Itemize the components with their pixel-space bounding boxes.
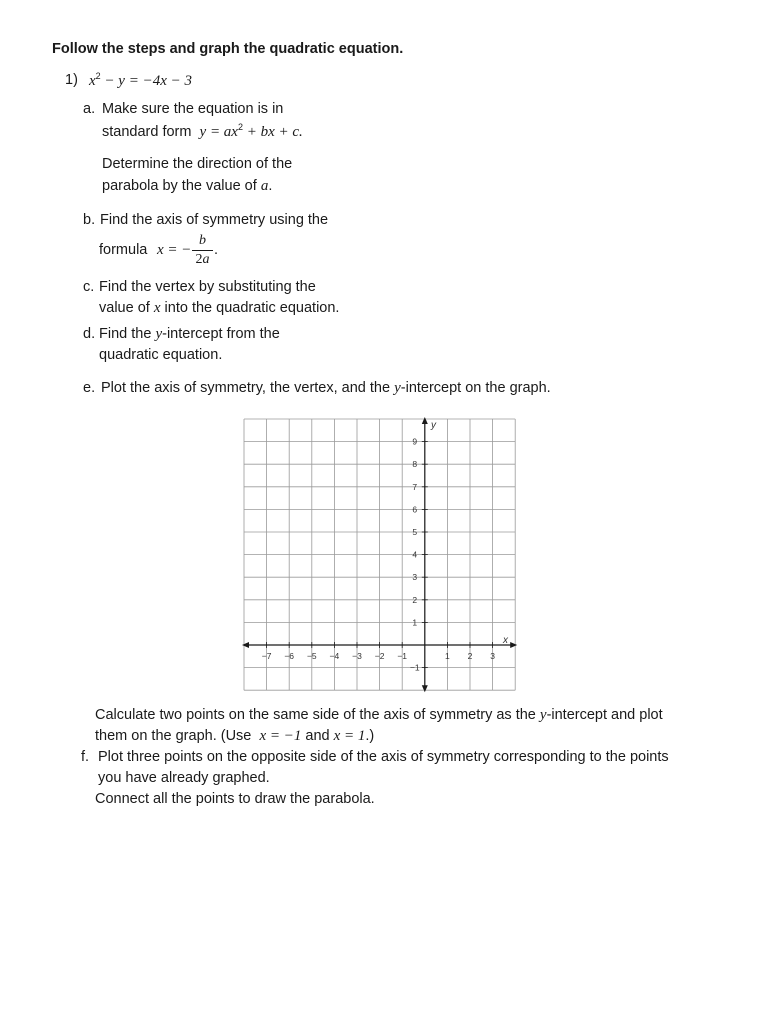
y-tick-label: −1 [409,662,420,673]
fraction-numerator: b [199,233,206,248]
x-tick-label: −4 [329,651,340,661]
step-b-formula-end: . [214,242,219,258]
step-c-line2-pre: value of [99,300,150,316]
step-a-line1: Make sure the equation is in [102,101,284,117]
step-a-marker: a. [83,101,96,117]
y-tick-label: 2 [412,594,418,605]
step-b-marker: b. [83,212,96,228]
step-a-line4-end: . [268,178,273,194]
step-e-after2-pre: them on the graph. (Use [95,728,252,744]
use-x-neg1: x = −1 [259,728,302,744]
step-d-line2: quadratic equation. [99,347,223,363]
step-e-after1-post: -intercept and plot [546,707,663,723]
y-axis-label: y [431,420,436,431]
y-axis-top-arrow [422,417,428,424]
step-f-line2: you have already graphed. [98,770,270,786]
grid-lines [244,419,515,690]
step-e-after1-pre: Calculate two points on the same side of the axis of symmetry as the [95,707,536,723]
eq-rest: − y = −4x − 3 [100,73,192,89]
standard-form-post: + bx + c. [242,124,303,140]
step-f-line1: Plot three points on the opposite side of the axis of symmetry corresponding to the points [98,749,669,765]
problem-number: 1) [65,72,78,88]
step-e-after2-end: .) [365,728,375,744]
step-a-line2-text: standard form [102,124,192,140]
x-tick-label: −7 [261,651,272,661]
step-f-marker: f. [81,749,90,765]
step-b-formula-label: formula [99,242,148,258]
step-c-line2-post: into the quadratic equation. [164,300,340,316]
step-e-var: y [394,380,401,396]
step-e-after1-var: y [539,707,547,723]
page-title: Follow the steps and graph the quadratic equation. [52,41,404,57]
y-tick-label: 9 [412,436,418,447]
y-tick-label: 3 [412,572,418,583]
step-c-line1: Find the vertex by substituting the [99,279,316,295]
use-x-1: x = 1 [333,728,366,744]
x-axis-right-arrow [510,642,517,648]
step-a-line4-text: parabola by the value of [102,178,257,194]
standard-form-exponent: 2 [237,122,243,132]
y-tick-label: 7 [412,481,418,492]
step-a-var: a [260,178,269,194]
x-tick-label: −2 [374,651,385,661]
step-e-line1-pre: Plot the axis of symmetry, the vertex, and the [101,380,391,396]
step-c-var: x [153,300,161,316]
step-e-after2-and: and [305,728,330,744]
y-axis-bottom-arrow [422,685,428,692]
step-c-marker: c. [83,279,95,295]
eq-exponent: 2 [95,71,101,81]
y-tick-label: 6 [412,504,418,515]
eq-x: x [89,73,96,89]
step-d-marker: d. [83,326,96,342]
formula-lhs: x = − [157,242,192,258]
step-e-after1 [95,707,663,724]
denominator-variable: a [202,252,210,267]
y-tick-label: 8 [412,459,418,470]
standard-form-pre: y = ax [199,124,238,140]
step-e-marker: e. [83,380,96,396]
step-e-line1-post: -intercept on the graph. [400,380,551,396]
x-tick-label: −5 [306,651,317,661]
x-tick-label: 1 [445,651,450,661]
step-e-after2 [95,728,374,745]
y-tick-label: 4 [412,549,418,560]
x-tick-label: −6 [284,651,295,661]
x-tick-label: −3 [352,651,362,661]
y-tick-label: 5 [412,527,418,537]
step-f-line3: Connect all the points to draw the parabola. [95,791,375,807]
step-d-line1-pre: Find the [99,326,152,342]
x-axis-label: x [503,635,508,646]
denominator-number: 2 [195,252,203,267]
x-axis-left-arrow [242,642,249,648]
step-b-line1: Find the axis of symmetry using the [100,212,329,228]
step-d-var: y [155,326,163,342]
step-d-line1-post: -intercept from the [162,326,280,342]
y-tick-label: 1 [412,617,418,628]
x-tick-label: −1 [397,651,408,661]
step-a-line3: Determine the direction of the [102,156,293,172]
x-tick-label: 2 [467,651,473,661]
x-tick-label: 3 [490,651,495,661]
